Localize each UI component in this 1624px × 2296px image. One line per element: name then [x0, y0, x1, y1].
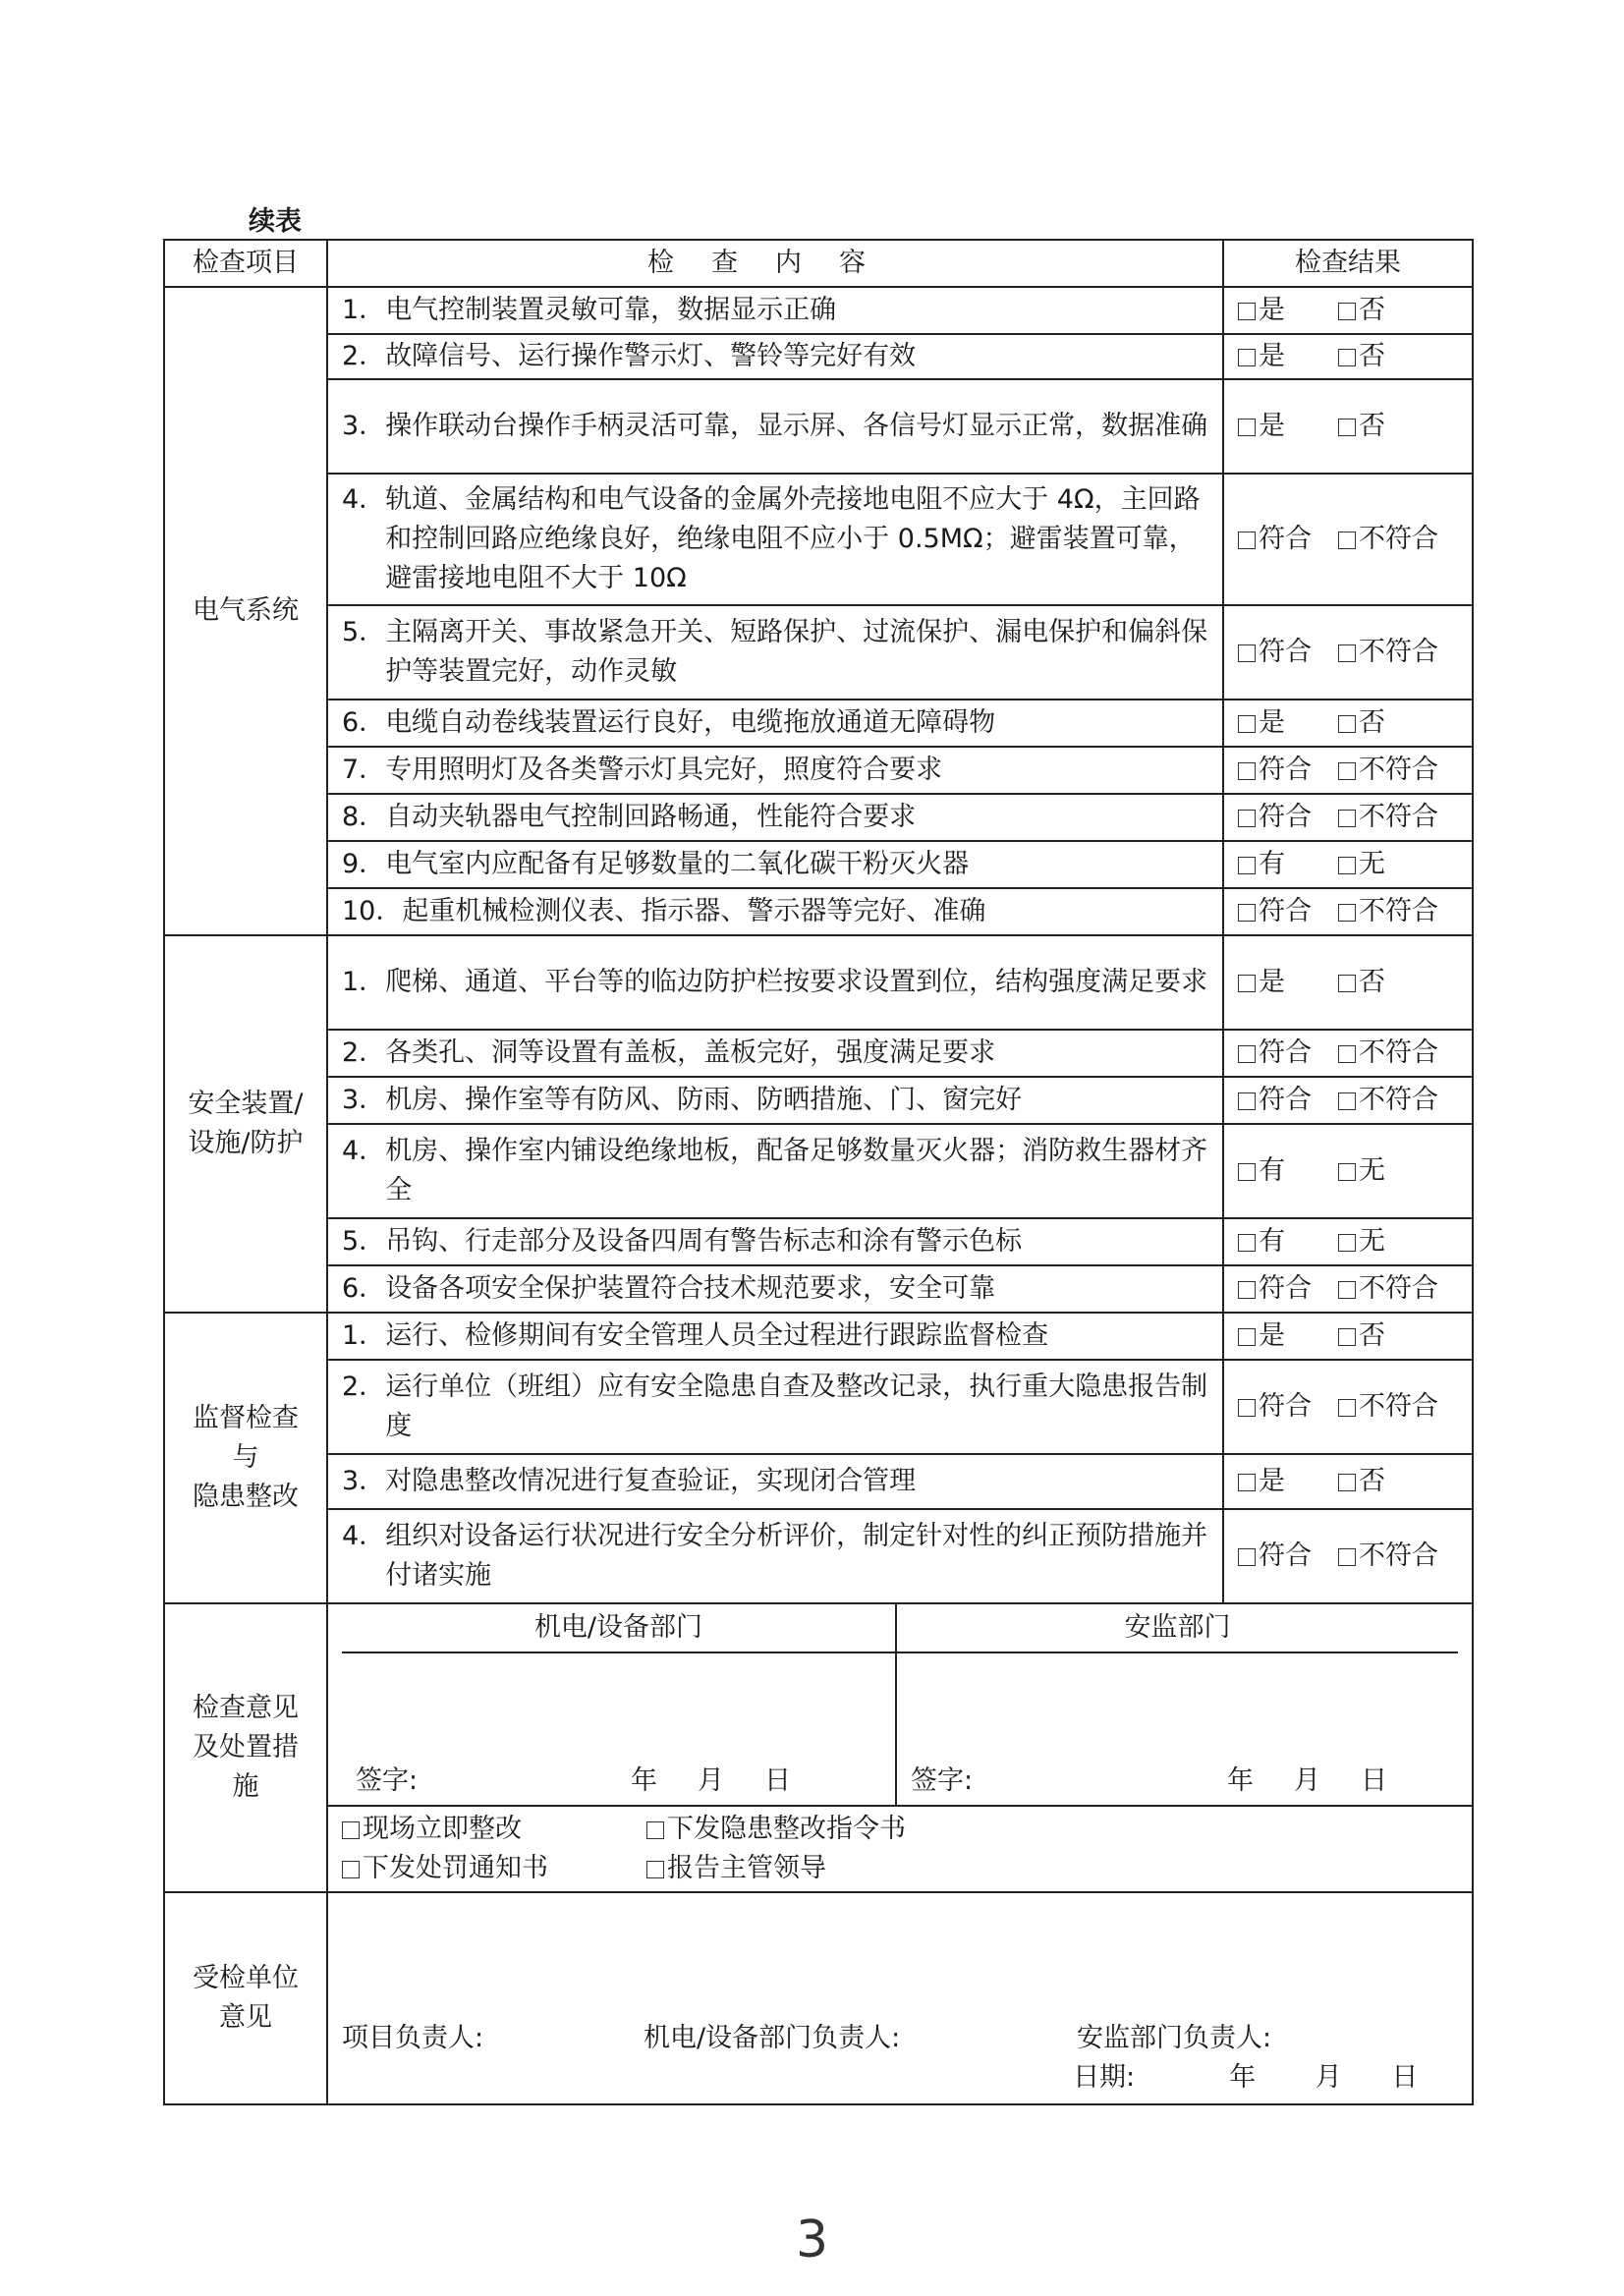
- year-label: 年: [1227, 1765, 1254, 1796]
- day-label: 日: [1391, 2062, 1419, 2093]
- item-number: 2．: [342, 1037, 386, 1068]
- result-cell: [1223, 605, 1473, 700]
- result-cell: [1223, 287, 1473, 334]
- item-text: 自动夹轨器电气控制回路畅通，性能符合要求: [385, 802, 917, 832]
- result-option[interactable]: 有: [1238, 1222, 1338, 1261]
- result-cell: [1223, 1077, 1473, 1124]
- checkbox-icon[interactable]: [1338, 904, 1356, 922]
- result-cell: [1223, 1454, 1473, 1509]
- checklist-row: [164, 1124, 1473, 1218]
- checkbox-icon[interactable]: [646, 1821, 664, 1839]
- dept-left-signature: [356, 1762, 881, 1801]
- checklist-row: [164, 1360, 1473, 1454]
- result-cell: [1223, 379, 1473, 474]
- item-text: 专用照明灯及各类警示灯具完好，照度符合要求: [385, 755, 943, 785]
- item-number: 5．: [342, 1226, 386, 1257]
- item-content: [327, 1265, 1223, 1313]
- item-text: 设备各项安全保护装置符合技术规范要求，安全可靠: [385, 1273, 996, 1304]
- item-text: 运行单位（班组）应有安全隐患自查及整改记录，执行重大隐患报告制度: [385, 1372, 1208, 1441]
- checkbox-icon[interactable]: [1338, 1548, 1356, 1566]
- item-content: [327, 1313, 1223, 1360]
- checkbox-icon[interactable]: [646, 1861, 664, 1878]
- year-label: 年: [631, 1765, 657, 1796]
- checkbox-icon[interactable]: [1238, 975, 1256, 992]
- result-option[interactable]: 有: [1238, 1151, 1338, 1191]
- result-option[interactable]: 符合: [1238, 633, 1338, 672]
- checklist-row: [164, 1218, 1473, 1265]
- item-content: [327, 605, 1223, 700]
- checkbox-icon[interactable]: [1338, 1234, 1356, 1252]
- checkbox-icon[interactable]: [1338, 532, 1356, 549]
- checkbox-icon[interactable]: [1238, 303, 1256, 320]
- item-number: 1．: [342, 295, 386, 325]
- result-cell: [1223, 1124, 1473, 1218]
- result-option[interactable]: 不符合: [1338, 1269, 1438, 1309]
- result-cell: [1223, 794, 1473, 841]
- checklist-row: [164, 888, 1473, 935]
- col-header-item: 检查项目: [164, 240, 327, 287]
- result-option[interactable]: 否: [1338, 337, 1385, 376]
- item-text: 轨道、金属结构和电气设备的金属外壳接地电阻不应大于 4Ω，主回路和控制回路应绝缘良好，绝缘电阻不应小于 0.5MΩ；避雷装置可靠，避雷接地电阻不大于 10Ω: [385, 484, 1201, 593]
- item-number: 10．: [342, 896, 403, 926]
- item-number: 3．: [342, 411, 386, 441]
- result-option[interactable]: 是: [1238, 703, 1338, 743]
- item-content: [327, 700, 1223, 747]
- result-option[interactable]: 否: [1338, 703, 1385, 743]
- item-number: 6．: [342, 1273, 386, 1304]
- item-content: [327, 1454, 1223, 1509]
- item-content: [327, 1509, 1223, 1603]
- item-number: 7．: [342, 755, 386, 785]
- checkbox-icon[interactable]: [1238, 1092, 1256, 1110]
- action-option[interactable]: 下发隐患整改指令书: [646, 1810, 961, 1849]
- checkbox-icon[interactable]: [1338, 1328, 1356, 1346]
- item-text: 机房、操作室内铺设绝缘地板，配备足够数量灭火器；消防救生器材齐全: [385, 1136, 1208, 1205]
- dept-right: [895, 1604, 1458, 1805]
- checkbox-icon[interactable]: [342, 1821, 360, 1839]
- checklist-row: [164, 935, 1473, 1030]
- section-label: 监督检查 与 隐患整改: [164, 1313, 327, 1603]
- item-number: 9．: [342, 849, 386, 879]
- item-number: 4．: [342, 1521, 386, 1551]
- result-option[interactable]: 是: [1238, 337, 1338, 376]
- month-label: 月: [1315, 2062, 1342, 2093]
- project-lead-label: 项目负责人:: [342, 2023, 484, 2053]
- item-number: 3．: [342, 1085, 386, 1115]
- checklist-row: [164, 747, 1473, 794]
- item-content: [327, 935, 1223, 1030]
- action-option[interactable]: 下发处罚通知书: [342, 1849, 646, 1888]
- result-option[interactable]: 符合: [1238, 892, 1338, 931]
- item-number: 8．: [342, 802, 386, 832]
- section-label: 电气系统: [164, 287, 327, 935]
- item-number: 2．: [342, 1372, 386, 1402]
- checkbox-icon[interactable]: [1338, 1281, 1356, 1299]
- result-option[interactable]: 是: [1238, 1462, 1338, 1501]
- checkbox-icon[interactable]: [1238, 1234, 1256, 1252]
- checkbox-icon[interactable]: [1238, 1045, 1256, 1063]
- result-option[interactable]: 符合: [1238, 520, 1338, 559]
- checklist-row: [164, 1077, 1473, 1124]
- checkbox-icon[interactable]: [1238, 904, 1256, 922]
- action-option[interactable]: 现场立即整改: [342, 1810, 646, 1849]
- checkbox-icon[interactable]: [1238, 1399, 1256, 1417]
- item-text: 主隔离开关、事故紧急开关、短路保护、过流保护、漏电保护和偏斜保护等装置完好，动作灵敏: [385, 617, 1208, 687]
- result-option[interactable]: 符合: [1238, 798, 1338, 837]
- result-option[interactable]: 不符合: [1338, 798, 1438, 837]
- action-option[interactable]: 报告主管领导: [646, 1849, 961, 1888]
- result-cell: [1223, 841, 1473, 888]
- item-number: 1．: [342, 967, 386, 997]
- result-option[interactable]: 符合: [1238, 1537, 1338, 1576]
- checkbox-icon[interactable]: [1338, 1045, 1356, 1063]
- checkbox-icon[interactable]: [1338, 857, 1356, 874]
- item-content: [327, 379, 1223, 474]
- date-label: 日期:: [1073, 2062, 1136, 2093]
- checkbox-icon[interactable]: [1238, 715, 1256, 733]
- dept-right-signature: [911, 1762, 1444, 1801]
- safety-lead-label: 安监部门负责人:: [1077, 2023, 1272, 2053]
- item-text: 起重机械检测仪表、指示器、警示器等完好、准确: [402, 896, 986, 926]
- checklist-row: [164, 379, 1473, 474]
- result-option[interactable]: 无: [1338, 1222, 1385, 1261]
- result-option[interactable]: 符合: [1238, 1269, 1338, 1309]
- item-content: [327, 287, 1223, 334]
- item-number: 2．: [342, 341, 386, 371]
- result-option[interactable]: 是: [1238, 407, 1338, 446]
- checkbox-icon[interactable]: [1338, 644, 1356, 662]
- col-header-result: 检查结果: [1223, 240, 1473, 287]
- result-cell: [1223, 1030, 1473, 1077]
- result-cell: [1223, 1360, 1473, 1454]
- item-content: [327, 1124, 1223, 1218]
- checkbox-icon[interactable]: [1338, 1163, 1356, 1181]
- checkbox-icon[interactable]: [1338, 715, 1356, 733]
- result-option[interactable]: 不符合: [1338, 520, 1438, 559]
- item-content: [327, 841, 1223, 888]
- dept-right-title: 安监部门: [897, 1604, 1458, 1653]
- checklist-row: [164, 474, 1473, 605]
- result-option[interactable]: 不符合: [1338, 1081, 1438, 1120]
- result-cell: [1223, 474, 1473, 605]
- result-option[interactable]: 否: [1338, 963, 1385, 1002]
- result-cell: [1223, 888, 1473, 935]
- result-cell: [1223, 1509, 1473, 1603]
- checklist-row: [164, 334, 1473, 379]
- result-cell: [1223, 1313, 1473, 1360]
- item-text: 对隐患整改情况进行复查验证，实现闭合管理: [385, 1466, 917, 1496]
- checkbox-icon[interactable]: [1338, 419, 1356, 436]
- checkbox-icon[interactable]: [1338, 810, 1356, 827]
- opinion-row: [164, 1603, 1473, 1806]
- unit-row: [164, 1892, 1473, 2104]
- continued-label: 续表: [249, 206, 302, 237]
- item-content: [327, 474, 1223, 605]
- opinion-label: 检查意见 及处置措 施: [164, 1603, 327, 1892]
- result-option[interactable]: 是: [1238, 291, 1338, 330]
- result-option[interactable]: 有: [1238, 845, 1338, 884]
- actions-cell: [327, 1806, 1473, 1892]
- checklist-row: [164, 1265, 1473, 1313]
- item-text: 电气控制装置灵敏可靠，数据显示正确: [385, 295, 837, 325]
- result-option[interactable]: 不符合: [1338, 1034, 1438, 1073]
- result-option[interactable]: 是: [1238, 963, 1338, 1002]
- item-text: 电气室内应配备有足够数量的二氧化碳干粉灭火器: [385, 849, 970, 879]
- checkbox-icon[interactable]: [1238, 532, 1256, 549]
- checkbox-icon[interactable]: [1338, 349, 1356, 366]
- result-option[interactable]: 无: [1338, 1151, 1385, 1191]
- result-cell: [1223, 1218, 1473, 1265]
- result-option[interactable]: 否: [1338, 1462, 1385, 1501]
- section-label: 安全装置/ 设施/防护: [164, 935, 327, 1313]
- checklist-row: [164, 841, 1473, 888]
- result-cell: [1223, 334, 1473, 379]
- checkbox-icon[interactable]: [1238, 644, 1256, 662]
- item-content: [327, 1360, 1223, 1454]
- checklist-row: [164, 1509, 1473, 1603]
- item-text: 组织对设备运行状况进行安全分析评价，制定针对性的纠正预防措施并付诸实施: [385, 1521, 1208, 1591]
- item-text: 操作联动台操作手柄灵活可靠，显示屏、各信号灯显示正常，数据准确: [385, 411, 1208, 441]
- result-option[interactable]: 符合: [1238, 1034, 1338, 1073]
- sign-label: 签字:: [356, 1765, 419, 1796]
- day-label: 日: [764, 1765, 791, 1796]
- item-text: 爬梯、通道、平台等的临边防护栏按要求设置到位，结构强度满足要求: [385, 967, 1208, 997]
- result-option[interactable]: 不符合: [1338, 1387, 1438, 1427]
- result-cell: [1223, 935, 1473, 1030]
- dept-left: [342, 1604, 895, 1805]
- checkbox-icon[interactable]: [1238, 1548, 1256, 1566]
- result-option[interactable]: 不符合: [1338, 633, 1438, 672]
- dept-sign-cell: [327, 1603, 1473, 1806]
- item-content: [327, 794, 1223, 841]
- actions-row: [164, 1806, 1473, 1892]
- checkbox-icon[interactable]: [1338, 1092, 1356, 1110]
- item-number: 4．: [342, 484, 386, 515]
- checkbox-icon[interactable]: [1238, 1474, 1256, 1491]
- item-number: 4．: [342, 1136, 386, 1166]
- item-number: 6．: [342, 707, 386, 738]
- result-option[interactable]: 符合: [1238, 751, 1338, 790]
- checklist-row: [164, 605, 1473, 700]
- result-cell: [1223, 747, 1473, 794]
- result-option[interactable]: 否: [1338, 1316, 1385, 1356]
- result-option[interactable]: 无: [1338, 845, 1385, 884]
- checklist-row: [164, 700, 1473, 747]
- month-label: 月: [1294, 1765, 1320, 1796]
- unit-label: 受检单位 意见: [164, 1892, 327, 2104]
- checkbox-icon[interactable]: [1238, 857, 1256, 874]
- item-text: 电缆自动卷线装置运行良好，电缆拖放通道无障碍物: [385, 707, 996, 738]
- checkbox-icon[interactable]: [342, 1861, 360, 1878]
- checkbox-icon[interactable]: [1338, 975, 1356, 992]
- checkbox-icon[interactable]: [1238, 419, 1256, 436]
- item-content: [327, 1218, 1223, 1265]
- checkbox-icon[interactable]: [1238, 1281, 1256, 1299]
- checklist-row: [164, 794, 1473, 841]
- result-option[interactable]: 否: [1338, 291, 1385, 330]
- checkbox-icon[interactable]: [1238, 1163, 1256, 1181]
- day-label: 日: [1361, 1765, 1387, 1796]
- result-option[interactable]: 符合: [1238, 1081, 1338, 1120]
- checkbox-icon[interactable]: [1338, 1474, 1356, 1491]
- result-option[interactable]: 符合: [1238, 1387, 1338, 1427]
- checkbox-icon[interactable]: [1238, 1328, 1256, 1346]
- result-option[interactable]: 不符合: [1338, 751, 1438, 790]
- item-number: 5．: [342, 617, 386, 647]
- item-text: 吊钩、行走部分及设备四周有警告标志和涂有警示色标: [385, 1226, 1023, 1257]
- item-number: 1．: [342, 1320, 386, 1351]
- result-option[interactable]: 否: [1338, 407, 1385, 446]
- item-text: 机房、操作室等有防风、防雨、防晒措施、门、窗完好: [385, 1085, 1023, 1115]
- item-text: 故障信号、运行操作警示灯、警铃等完好有效: [385, 341, 917, 371]
- checklist-row: [164, 287, 1473, 334]
- item-text: 运行、检修期间有安全管理人员全过程进行跟踪监督检查: [385, 1320, 1049, 1351]
- checkbox-icon[interactable]: [1338, 303, 1356, 320]
- sign-label: 签字:: [911, 1765, 974, 1796]
- checklist-row: [164, 1313, 1473, 1360]
- month-label: 月: [698, 1765, 724, 1796]
- result-cell: [1223, 1265, 1473, 1313]
- checklist-row: [164, 1454, 1473, 1509]
- item-text: 各类孔、洞等设置有盖板，盖板完好，强度满足要求: [385, 1037, 996, 1068]
- checkbox-icon[interactable]: [1238, 810, 1256, 827]
- item-content: [327, 1077, 1223, 1124]
- item-content: [327, 1030, 1223, 1077]
- dept-left-title: 机电/设备部门: [342, 1604, 895, 1653]
- result-option[interactable]: 不符合: [1338, 892, 1438, 931]
- item-content: [327, 747, 1223, 794]
- item-number: 3．: [342, 1466, 386, 1496]
- equip-lead-label: 机电/设备部门负责人:: [644, 2023, 901, 2053]
- result-cell: [1223, 700, 1473, 747]
- checklist-row: [164, 1030, 1473, 1077]
- page-number: 3: [795, 2211, 829, 2269]
- checkbox-icon[interactable]: [1238, 762, 1256, 780]
- year-label: 年: [1229, 2062, 1257, 2093]
- header-row: [164, 240, 1473, 287]
- item-content: [327, 334, 1223, 379]
- result-option[interactable]: 是: [1238, 1316, 1338, 1356]
- checkbox-icon[interactable]: [1238, 349, 1256, 366]
- unit-opinion-cell: [327, 1892, 1473, 2104]
- col-header-content: 检查内容: [327, 240, 1223, 287]
- checkbox-icon[interactable]: [1338, 762, 1356, 780]
- result-option[interactable]: 不符合: [1338, 1537, 1438, 1576]
- item-content: [327, 888, 1223, 935]
- inspection-table: [163, 239, 1474, 2105]
- checkbox-icon[interactable]: [1338, 1399, 1356, 1417]
